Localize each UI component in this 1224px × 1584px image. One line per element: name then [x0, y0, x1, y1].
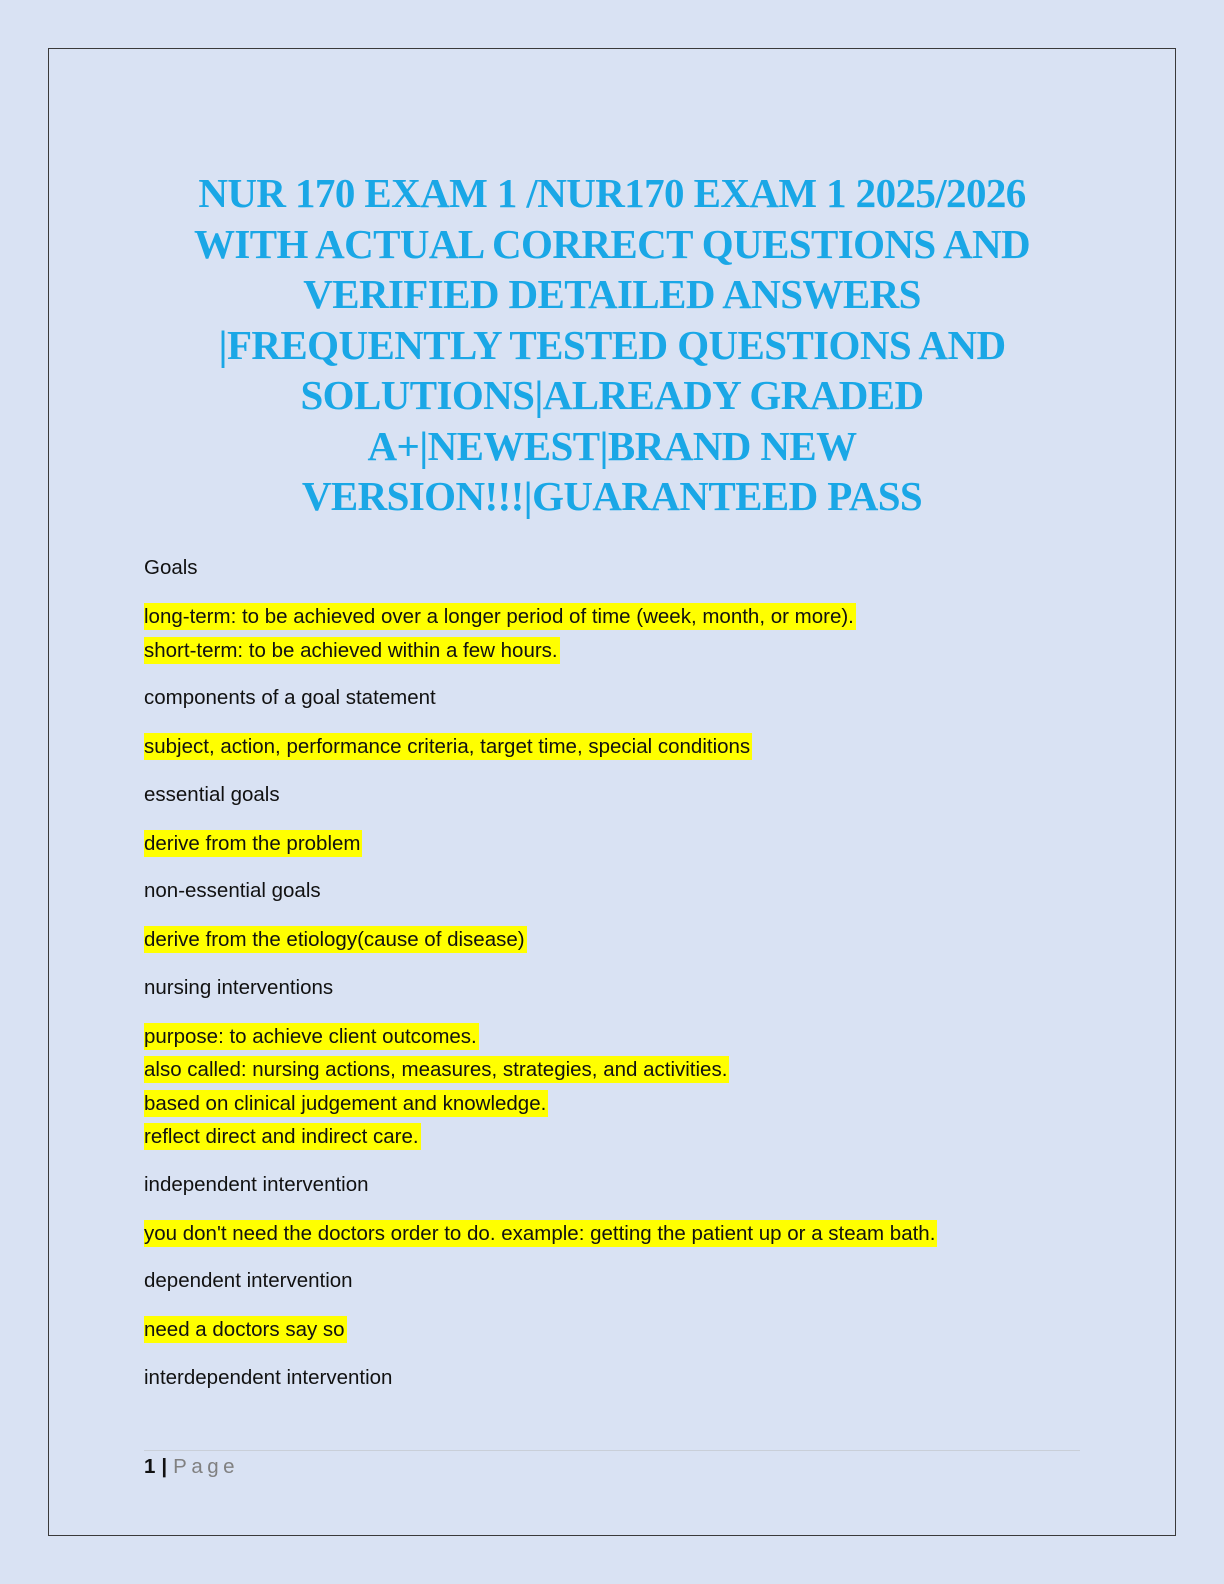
term: non-essential goals [144, 879, 321, 902]
answer-line: derive from the etiology(cause of disease) [144, 928, 525, 951]
highlighted-answer [144, 1020, 1084, 1154]
title-line: A+|NEWEST|BRAND NEW [367, 422, 857, 469]
answer-line: reflect direct and indirect care. [144, 1125, 419, 1148]
footer-separator: | [161, 1455, 168, 1478]
term: dependent intervention [144, 1269, 353, 1292]
flashcard-list [144, 553, 1084, 1410]
highlighted-answer [144, 827, 1084, 861]
answer-line: based on clinical judgement and knowledge. [144, 1091, 547, 1115]
title-line: WITH ACTUAL CORRECT QUESTIONS AND [193, 220, 1031, 267]
term: nursing interventions [144, 975, 334, 999]
term: independent intervention [144, 1172, 369, 1196]
title-line: |FREQUENTLY TESTED QUESTIONS AND [218, 321, 1006, 368]
highlighted-answer [144, 923, 1084, 957]
answer-line: subject, action, performance criteria, target time, special conditions [144, 735, 751, 758]
highlighted-answer [144, 600, 1084, 667]
highlighted-answer [144, 1313, 1084, 1347]
title-line: VERIFIED DETAILED ANSWERS [303, 271, 921, 317]
title-line: VERSION!!!|GUARANTEED PASS [301, 473, 923, 519]
answer-line: long-term: to be achieved over a longer period of time (week, month, or more). [144, 605, 854, 628]
answer-line: derive from the problem [144, 831, 361, 855]
document-title [144, 168, 1080, 522]
term: interdependent intervention [144, 1365, 393, 1389]
answer-line: short-term: to be achieved within a few hours. [144, 638, 558, 662]
term: essential goals [144, 782, 280, 806]
page-label: Page [173, 1455, 240, 1478]
title-line: SOLUTIONS|ALREADY GRADED [300, 372, 924, 418]
footer-divider [144, 1450, 1080, 1451]
term: components of a goal statement [144, 686, 436, 709]
page-footer [144, 1452, 239, 1482]
answer-line: purpose: to achieve client outcomes. [144, 1024, 477, 1048]
answer-line: need a doctors say so [144, 1318, 345, 1341]
page-number: 1 [144, 1455, 156, 1478]
highlighted-answer [144, 730, 1084, 764]
term: Goals [144, 556, 198, 579]
answer-line: you don't need the doctors order to do. example: getting the patient up or a steam bath. [144, 1221, 936, 1245]
highlighted-answer [144, 1217, 1084, 1251]
answer-line: also called: nursing actions, measures, strategies, and activities. [144, 1058, 728, 1081]
title-line: NUR 170 EXAM 1 /NUR170 EXAM 1 2025/2026 [198, 170, 1026, 216]
